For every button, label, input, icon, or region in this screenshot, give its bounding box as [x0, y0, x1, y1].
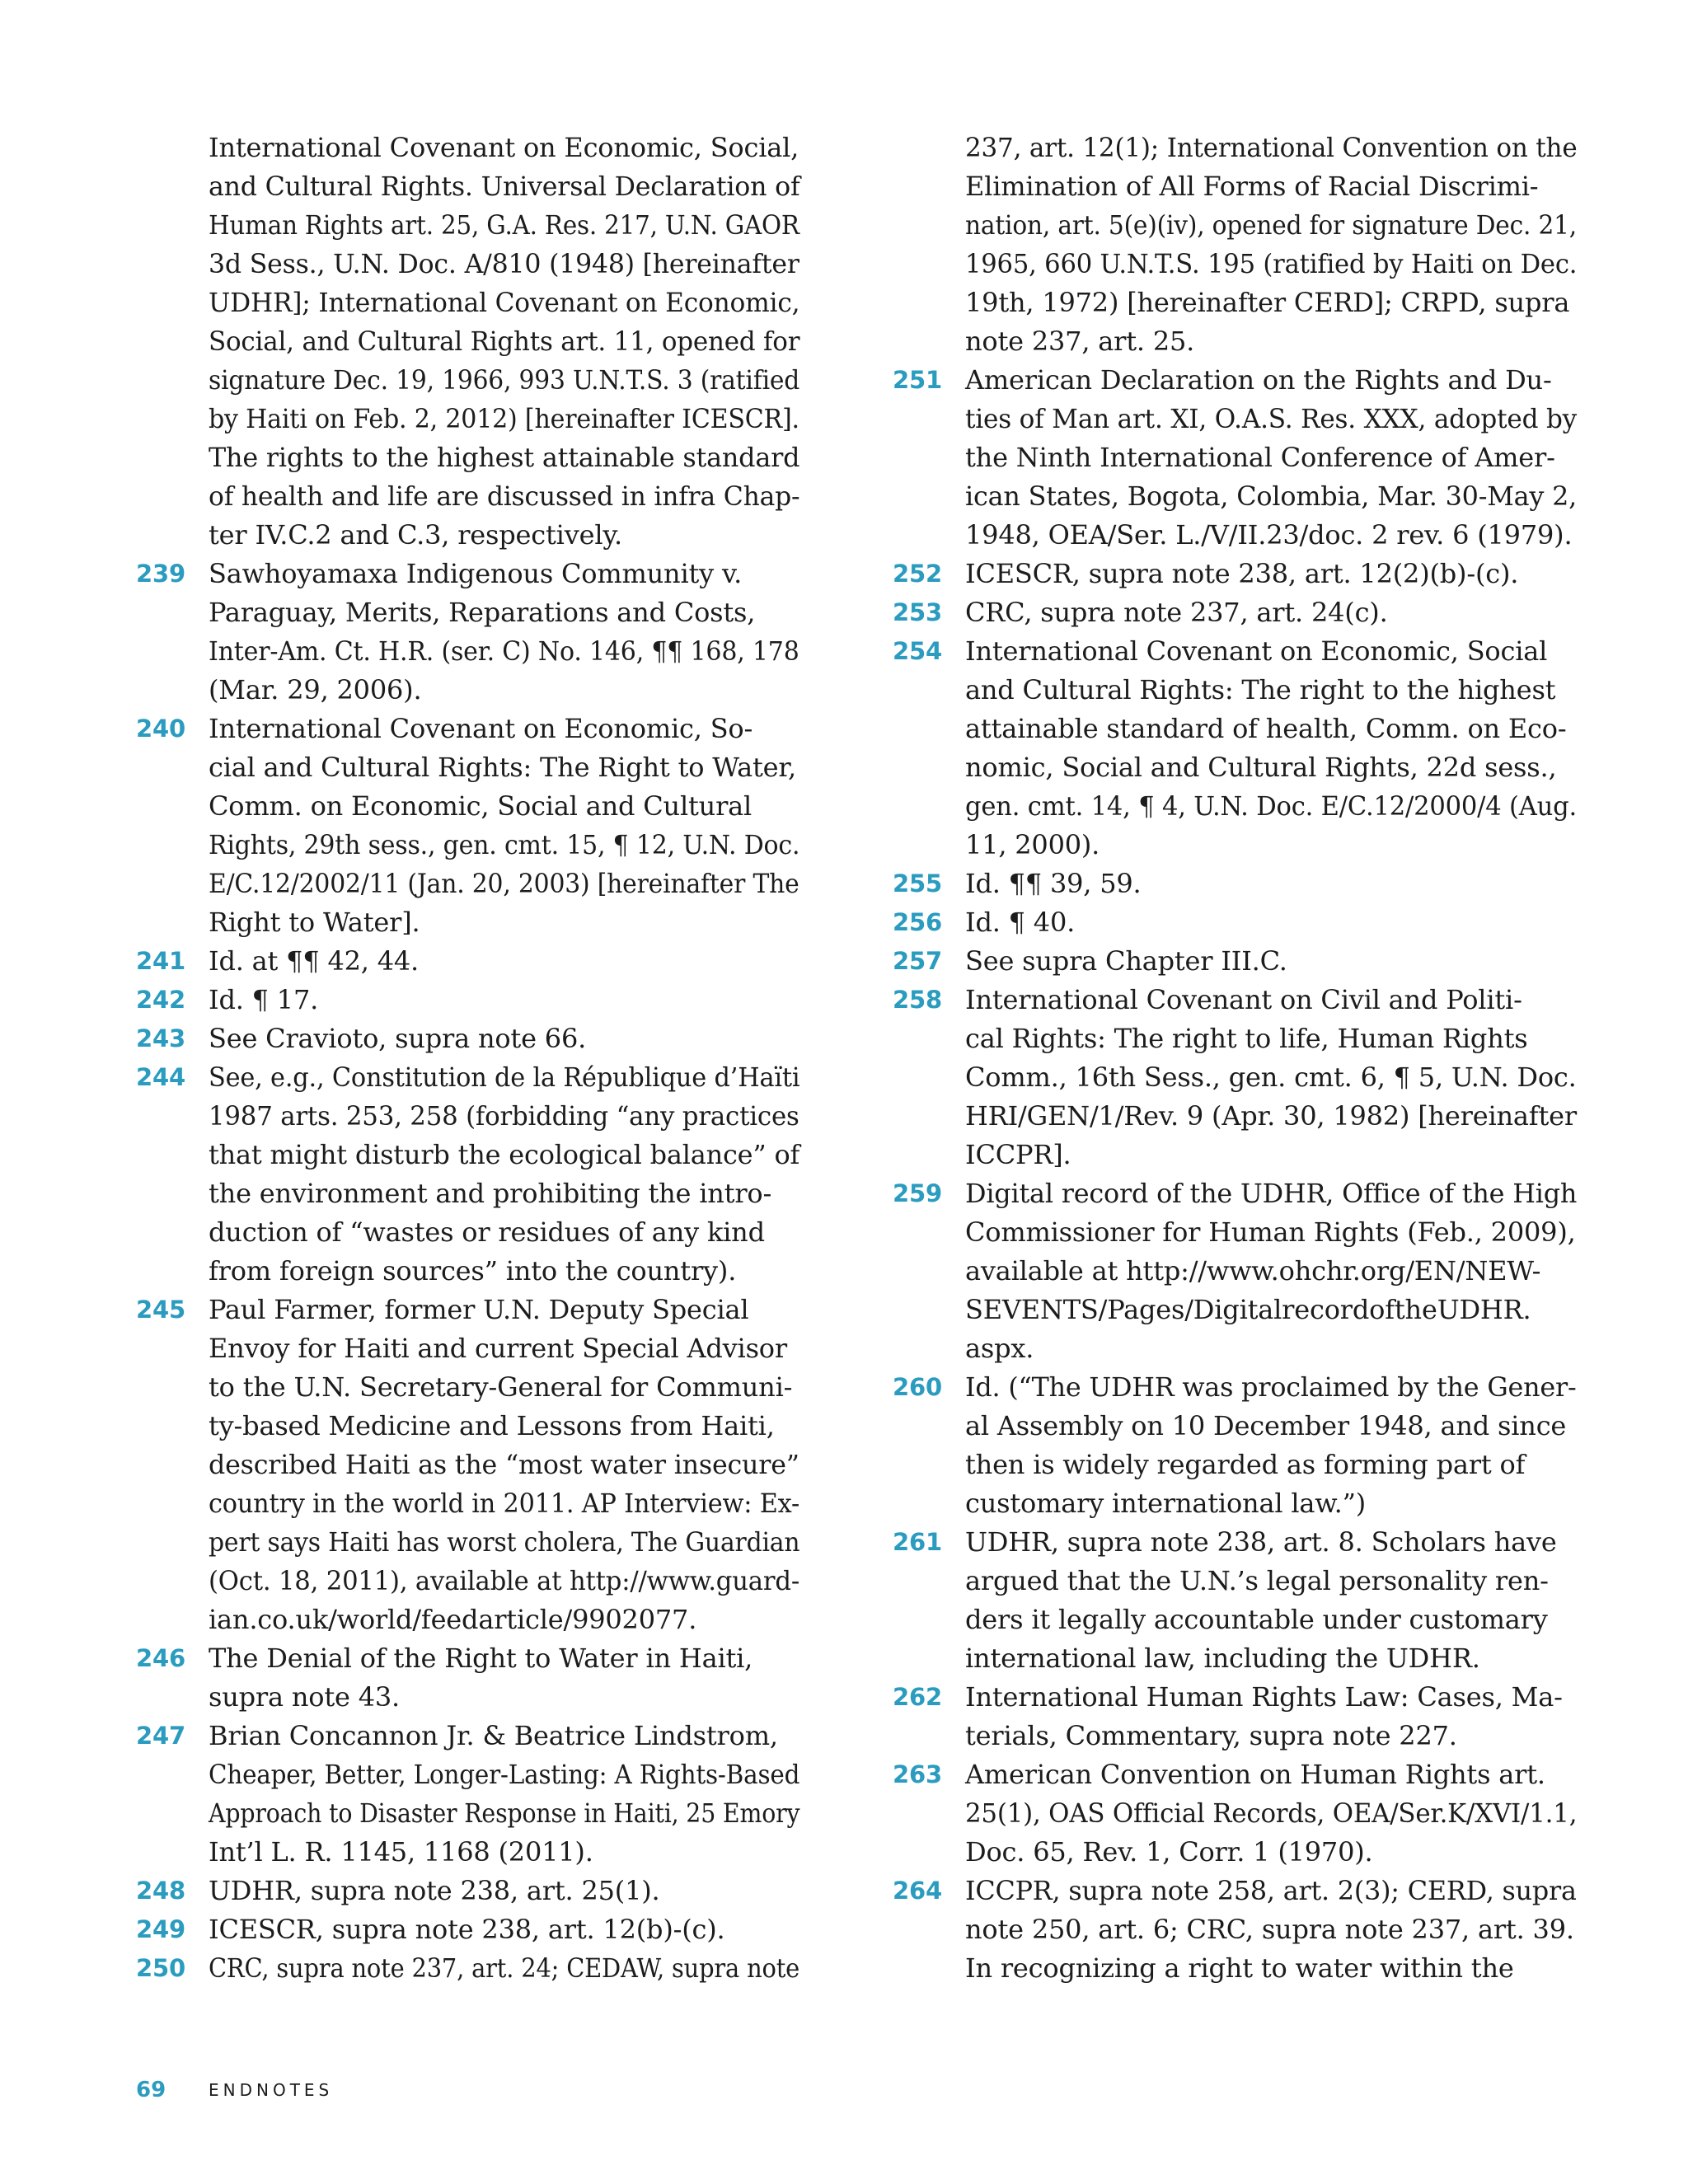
endnote-number: 252 — [893, 560, 942, 588]
endnote-line — [893, 903, 1577, 942]
endnote-text: note 237, art. 25. — [965, 326, 1195, 357]
endnote-text: Right to Water]. — [209, 907, 420, 938]
endnote-text: Envoy for Haiti and current Special Advisor — [209, 1333, 787, 1364]
endnote-text: 11, 2000). — [965, 829, 1100, 860]
endnote-line — [136, 981, 799, 1019]
endnote-line — [136, 400, 799, 438]
endnote-line — [136, 1097, 799, 1136]
endnote-text: and Cultural Rights. Universal Declaration of — [209, 171, 800, 202]
endnote-text: 25(1), OAS Official Records, OEA/Ser.K/XVI/1.1, — [965, 1797, 1578, 1829]
endnote-text: Id. ¶¶ 39, 59. — [965, 868, 1142, 899]
endnote-line — [136, 1407, 799, 1446]
endnote-text: 1948, OEA/Ser. L./V/II.23/doc. 2 rev. 6 (1979). — [965, 519, 1573, 551]
endnote-number: 255 — [893, 869, 942, 898]
endnote-line — [136, 1329, 799, 1368]
endnote-line — [893, 1755, 1577, 1794]
endnote-text: international law, including the UDHR. — [965, 1643, 1480, 1674]
endnote-text: to the U.N. Secretary-General for Communi- — [209, 1371, 793, 1403]
endnote-line — [893, 1562, 1577, 1601]
endnote-line — [893, 1949, 1577, 1988]
endnote-text: argued that the U.N.’s legal personality ren- — [965, 1565, 1549, 1596]
endnote-line — [136, 1872, 799, 1910]
endnote-line — [136, 477, 799, 516]
endnote-line — [136, 671, 799, 710]
endnote-text: See supra Chapter III.C. — [965, 945, 1287, 977]
endnote-line — [136, 1910, 799, 1949]
endnote-line — [136, 593, 799, 632]
endnote-line — [893, 1794, 1577, 1833]
endnote-line — [893, 322, 1577, 361]
endnote-line — [136, 942, 799, 981]
endnote-line — [136, 1755, 799, 1794]
endnote-text: Brian Concannon Jr. & Beatrice Lindstrom, — [209, 1720, 778, 1751]
endnote-text: country in the world in 2011. AP Interview: Ex- — [209, 1488, 800, 1519]
endnote-line — [893, 671, 1577, 710]
endnote-text: International Covenant on Economic, So- — [209, 713, 753, 744]
endnote-line — [893, 1291, 1577, 1329]
endnote-line — [893, 361, 1577, 400]
endnote-text: International Covenant on Economic, Social — [965, 635, 1548, 667]
endnote-text: HRI/GEN/1/Rev. 9 (Apr. 30, 1982) [hereinafter — [965, 1100, 1577, 1132]
endnote-line — [893, 516, 1577, 555]
endnote-text: gen. cmt. 14, ¶ 4, U.N. Doc. E/C.12/2000/4 (Aug. — [965, 790, 1578, 822]
endnote-number: 251 — [893, 366, 942, 394]
endnote-line — [893, 1484, 1577, 1523]
endnote-text: and Cultural Rights: The right to the highest — [965, 674, 1556, 705]
endnote-line — [893, 206, 1577, 245]
endnote-line — [136, 1291, 799, 1329]
endnote-line — [893, 1174, 1577, 1213]
endnotes-left-column — [136, 129, 799, 1988]
endnote-line — [893, 1678, 1577, 1717]
endnote-number: 250 — [136, 1954, 185, 1982]
endnote-number: 264 — [893, 1877, 942, 1905]
endnote-line — [893, 1639, 1577, 1678]
endnote-text: the Ninth International Conference of Amer- — [965, 442, 1555, 473]
endnote-line — [136, 1058, 799, 1097]
endnote-text: The rights to the highest attainable standard — [209, 442, 800, 473]
endnote-text: See Cravioto, supra note 66. — [209, 1023, 587, 1054]
endnote-text: customary international law.”) — [965, 1488, 1367, 1519]
endnote-line — [893, 400, 1577, 438]
endnote-number: 254 — [893, 637, 942, 665]
endnote-number: 262 — [893, 1683, 942, 1711]
endnote-text: 1965, 660 U.N.T.S. 195 (ratified by Haiti on Dec. — [965, 248, 1578, 279]
endnote-text: Paraguay, Merits, Reparations and Costs, — [209, 597, 756, 628]
endnote-line — [136, 361, 799, 400]
endnote-text: that might disturb the ecological balance” of — [209, 1139, 800, 1170]
endnote-text: nation, art. 5(e)(iv), opened for signature Dec. 21, — [965, 209, 1578, 241]
endnote-line — [136, 1794, 799, 1833]
endnote-text: Digital record of the UDHR, Office of the High — [965, 1178, 1578, 1209]
endnote-line — [893, 167, 1577, 206]
endnote-line — [893, 748, 1577, 787]
endnote-line — [136, 1523, 799, 1562]
endnote-number: 247 — [136, 1722, 185, 1750]
endnote-text: Rights, 29th sess., gen. cmt. 15, ¶ 12, U.N. Doc. — [209, 829, 800, 860]
endnote-number: 257 — [893, 947, 942, 975]
endnote-text: ICCPR]. — [965, 1139, 1071, 1170]
endnote-number: 261 — [893, 1528, 942, 1556]
endnote-line — [136, 1601, 799, 1639]
endnote-text: (Oct. 18, 2011), available at http://www.guard- — [209, 1565, 800, 1596]
endnote-line — [893, 129, 1577, 167]
endnote-text: American Convention on Human Rights art. — [965, 1759, 1545, 1790]
endnote-line — [136, 1368, 799, 1407]
endnote-text: supra note 43. — [209, 1681, 400, 1713]
endnote-line — [136, 865, 799, 903]
endnote-line — [136, 1717, 799, 1755]
endnote-text: nomic, Social and Cultural Rights, 22d sess., — [965, 752, 1557, 783]
endnote-text: Approach to Disaster Response in Haiti, 25 Emory — [209, 1797, 800, 1829]
endnote-text: Commissioner for Human Rights (Feb., 2009), — [965, 1216, 1576, 1248]
endnote-line — [893, 942, 1577, 981]
endnote-text: duction of “wastes or residues of any kind — [209, 1216, 765, 1248]
endnote-number: 260 — [893, 1373, 942, 1401]
endnote-text: from foreign sources” into the country). — [209, 1255, 737, 1286]
endnote-line — [893, 787, 1577, 826]
endnote-number: 248 — [136, 1877, 185, 1905]
endnote-line — [893, 593, 1577, 632]
endnote-line — [893, 1136, 1577, 1174]
endnote-line — [136, 748, 799, 787]
endnote-line — [136, 903, 799, 942]
endnote-text: (Mar. 29, 2006). — [209, 674, 422, 705]
endnote-line — [893, 1601, 1577, 1639]
endnote-text: Id. at ¶¶ 42, 44. — [209, 945, 420, 977]
endnote-text: aspx. — [965, 1333, 1034, 1364]
endnote-text: terials, Commentary, supra note 227. — [965, 1720, 1457, 1751]
endnote-text: ders it legally accountable under customary — [965, 1604, 1548, 1635]
endnote-text: 19th, 1972) [hereinafter CERD]; CRPD, supra — [965, 287, 1570, 318]
endnote-text: ICESCR, supra note 238, art. 12(b)-(c). — [209, 1914, 725, 1945]
endnote-line — [136, 1678, 799, 1717]
endnote-text: UDHR]; International Covenant on Economic, — [209, 287, 800, 318]
endnote-text: signature Dec. 19, 1966, 993 U.N.T.S. 3 (ratified — [209, 364, 800, 396]
endnote-line — [893, 632, 1577, 671]
endnote-number: 240 — [136, 715, 185, 743]
endnote-text: Comm., 16th Sess., gen. cmt. 6, ¶ 5, U.N. Doc. — [965, 1062, 1577, 1093]
endnote-line — [136, 322, 799, 361]
endnote-text: ICESCR, supra note 238, art. 12(2)(b)-(c). — [965, 558, 1519, 589]
endnote-line — [136, 632, 799, 671]
endnote-line — [893, 1329, 1577, 1368]
endnote-line — [893, 477, 1577, 516]
endnote-line — [893, 1833, 1577, 1872]
endnote-text: International Human Rights Law: Cases, Ma- — [965, 1681, 1563, 1713]
endnote-text: ter IV.C.2 and C.3, respectively. — [209, 519, 622, 551]
endnote-text: Inter-Am. Ct. H.R. (ser. C) No. 146, ¶¶ 168, 178 — [209, 635, 799, 667]
endnote-text: UDHR, supra note 238, art. 25(1). — [209, 1875, 660, 1906]
endnote-line — [136, 1136, 799, 1174]
endnote-text: Cheaper, Better, Longer-Lasting: A Rights-Based — [209, 1759, 800, 1790]
endnote-text: Doc. 65, Rev. 1, Corr. 1 (1970). — [965, 1836, 1373, 1868]
endnote-line — [893, 826, 1577, 865]
endnote-line — [136, 1562, 799, 1601]
endnote-text: Id. ¶ 17. — [209, 984, 319, 1015]
endnote-number: 258 — [893, 986, 942, 1014]
endnote-number: 244 — [136, 1063, 185, 1091]
endnote-text: The Denial of the Right to Water in Haiti, — [209, 1643, 753, 1674]
endnote-number: 256 — [893, 908, 942, 936]
endnote-line — [893, 865, 1577, 903]
endnote-text: ican States, Bogota, Colombia, Mar. 30-May 2, — [965, 480, 1578, 512]
endnote-line — [893, 1058, 1577, 1097]
endnote-text: of health and life are discussed in infra Chap- — [209, 480, 800, 512]
endnote-line — [136, 438, 799, 477]
endnote-text: Id. (“The UDHR was proclaimed by the Gener- — [965, 1371, 1577, 1403]
endnote-line — [136, 787, 799, 826]
page-footer — [136, 2074, 334, 2107]
endnote-text: ties of Man art. XI, O.A.S. Res. XXX, adopted by — [965, 403, 1578, 434]
endnote-number: 242 — [136, 986, 185, 1014]
endnote-line — [136, 1213, 799, 1252]
endnote-line — [893, 1872, 1577, 1910]
endnote-text: Social, and Cultural Rights art. 11, opened for — [209, 326, 800, 357]
endnote-text: 237, art. 12(1); International Convention on the — [965, 132, 1578, 163]
endnote-text: cal Rights: The right to life, Human Rights — [965, 1023, 1528, 1054]
endnote-line — [136, 1639, 799, 1678]
endnote-line — [136, 516, 799, 555]
endnote-line — [136, 555, 799, 593]
endnote-text: described Haiti as the “most water insecure” — [209, 1449, 799, 1480]
endnote-number: 241 — [136, 947, 185, 975]
endnote-line — [893, 1368, 1577, 1407]
endnote-text: CRC, supra note 237, art. 24(c). — [965, 597, 1388, 628]
endnote-line — [136, 206, 799, 245]
endnote-text: 3d Sess., U.N. Doc. A/810 (1948) [hereinafter — [209, 248, 799, 279]
endnote-line — [136, 129, 799, 167]
endnotes-right-column — [893, 129, 1577, 1988]
endnote-line — [893, 710, 1577, 748]
endnote-text: note 250, art. 6; CRC, supra note 237, art. 39. — [965, 1914, 1574, 1945]
endnote-line — [136, 1833, 799, 1872]
endnote-text: then is widely regarded as forming part of — [965, 1449, 1526, 1480]
endnote-number: 259 — [893, 1179, 942, 1207]
endnote-line — [893, 1097, 1577, 1136]
endnote-text: UDHR, supra note 238, art. 8. Scholars have — [965, 1526, 1557, 1558]
endnote-line — [136, 245, 799, 284]
endnote-text: ty-based Medicine and Lessons from Haiti, — [209, 1410, 775, 1441]
endnote-number: 246 — [136, 1644, 185, 1672]
endnote-line — [893, 1523, 1577, 1562]
endnote-number: 249 — [136, 1915, 185, 1943]
endnote-text: ICCPR, supra note 258, art. 2(3); CERD, supra — [965, 1875, 1577, 1906]
endnote-line — [893, 1910, 1577, 1949]
endnote-number: 245 — [136, 1296, 185, 1324]
section-label: ENDNOTES — [209, 2080, 334, 2100]
endnote-text: the environment and prohibiting the intro- — [209, 1178, 772, 1209]
endnote-number: 253 — [893, 598, 942, 626]
endnote-text: E/C.12/2002/11 (Jan. 20, 2003) [hereinafter The — [209, 868, 799, 899]
endnote-text: pert says Haiti has worst cholera, The Guardian — [209, 1526, 800, 1558]
endnote-line — [893, 1446, 1577, 1484]
endnote-line — [136, 710, 799, 748]
page-number: 69 — [136, 2078, 166, 2102]
endnote-text: Elimination of All Forms of Racial Discrimi- — [965, 171, 1539, 202]
endnote-number: 263 — [893, 1760, 942, 1788]
endnote-text: Sawhoyamaxa Indigenous Community v. — [209, 558, 743, 589]
endnote-line — [136, 1484, 799, 1523]
endnote-text: American Declaration on the Rights and Du- — [965, 364, 1552, 396]
endnote-line — [893, 1019, 1577, 1058]
endnote-line — [893, 284, 1577, 322]
endnote-line — [136, 1174, 799, 1213]
endnote-text: Comm. on Economic, Social and Cultural — [209, 790, 753, 822]
endnote-line — [136, 1949, 799, 1988]
endnote-text: al Assembly on 10 December 1948, and since — [965, 1410, 1567, 1441]
endnote-text: SEVENTS/Pages/DigitalrecordoftheUDHR. — [965, 1294, 1531, 1325]
endnote-text: by Haiti on Feb. 2, 2012) [hereinafter ICESCR]. — [209, 403, 799, 434]
endnote-text: Human Rights art. 25, G.A. Res. 217, U.N. GAOR — [209, 209, 799, 241]
endnote-text: Paul Farmer, former U.N. Deputy Special — [209, 1294, 749, 1325]
endnote-text: CRC, supra note 237, art. 24; CEDAW, supra note — [209, 1952, 800, 1984]
endnote-line — [893, 1213, 1577, 1252]
endnote-text: available at http://www.ohchr.org/EN/NEW- — [965, 1255, 1541, 1286]
endnote-line — [136, 826, 799, 865]
endnote-line — [136, 284, 799, 322]
endnote-line — [893, 1717, 1577, 1755]
endnote-line — [136, 1019, 799, 1058]
endnote-line — [893, 555, 1577, 593]
endnote-text: Int’l L. R. 1145, 1168 (2011). — [209, 1836, 593, 1868]
endnote-line — [136, 167, 799, 206]
endnote-line — [893, 245, 1577, 284]
endnote-line — [893, 1407, 1577, 1446]
endnote-line — [893, 981, 1577, 1019]
endnote-line — [136, 1252, 799, 1291]
endnote-text: attainable standard of health, Comm. on Eco- — [965, 713, 1567, 744]
endnote-text: 1987 arts. 253, 258 (forbidding “any practices — [209, 1100, 799, 1132]
endnote-line — [893, 1252, 1577, 1291]
endnote-text: Id. ¶ 40. — [965, 907, 1076, 938]
endnote-text: ian.co.uk/world/feedarticle/9902077. — [209, 1604, 697, 1635]
endnote-number: 243 — [136, 1024, 185, 1052]
endnote-line — [136, 1446, 799, 1484]
endnote-text: International Covenant on Civil and Politi- — [965, 984, 1522, 1015]
endnote-text: cial and Cultural Rights: The Right to Water, — [209, 752, 796, 783]
endnote-line — [893, 438, 1577, 477]
endnote-text: International Covenant on Economic, Social, — [209, 132, 799, 163]
endnote-text: See, e.g., Constitution de la République d’Haïti — [209, 1062, 800, 1093]
endnote-text: In recognizing a right to water within the — [965, 1952, 1514, 1984]
endnote-number: 239 — [136, 560, 185, 588]
